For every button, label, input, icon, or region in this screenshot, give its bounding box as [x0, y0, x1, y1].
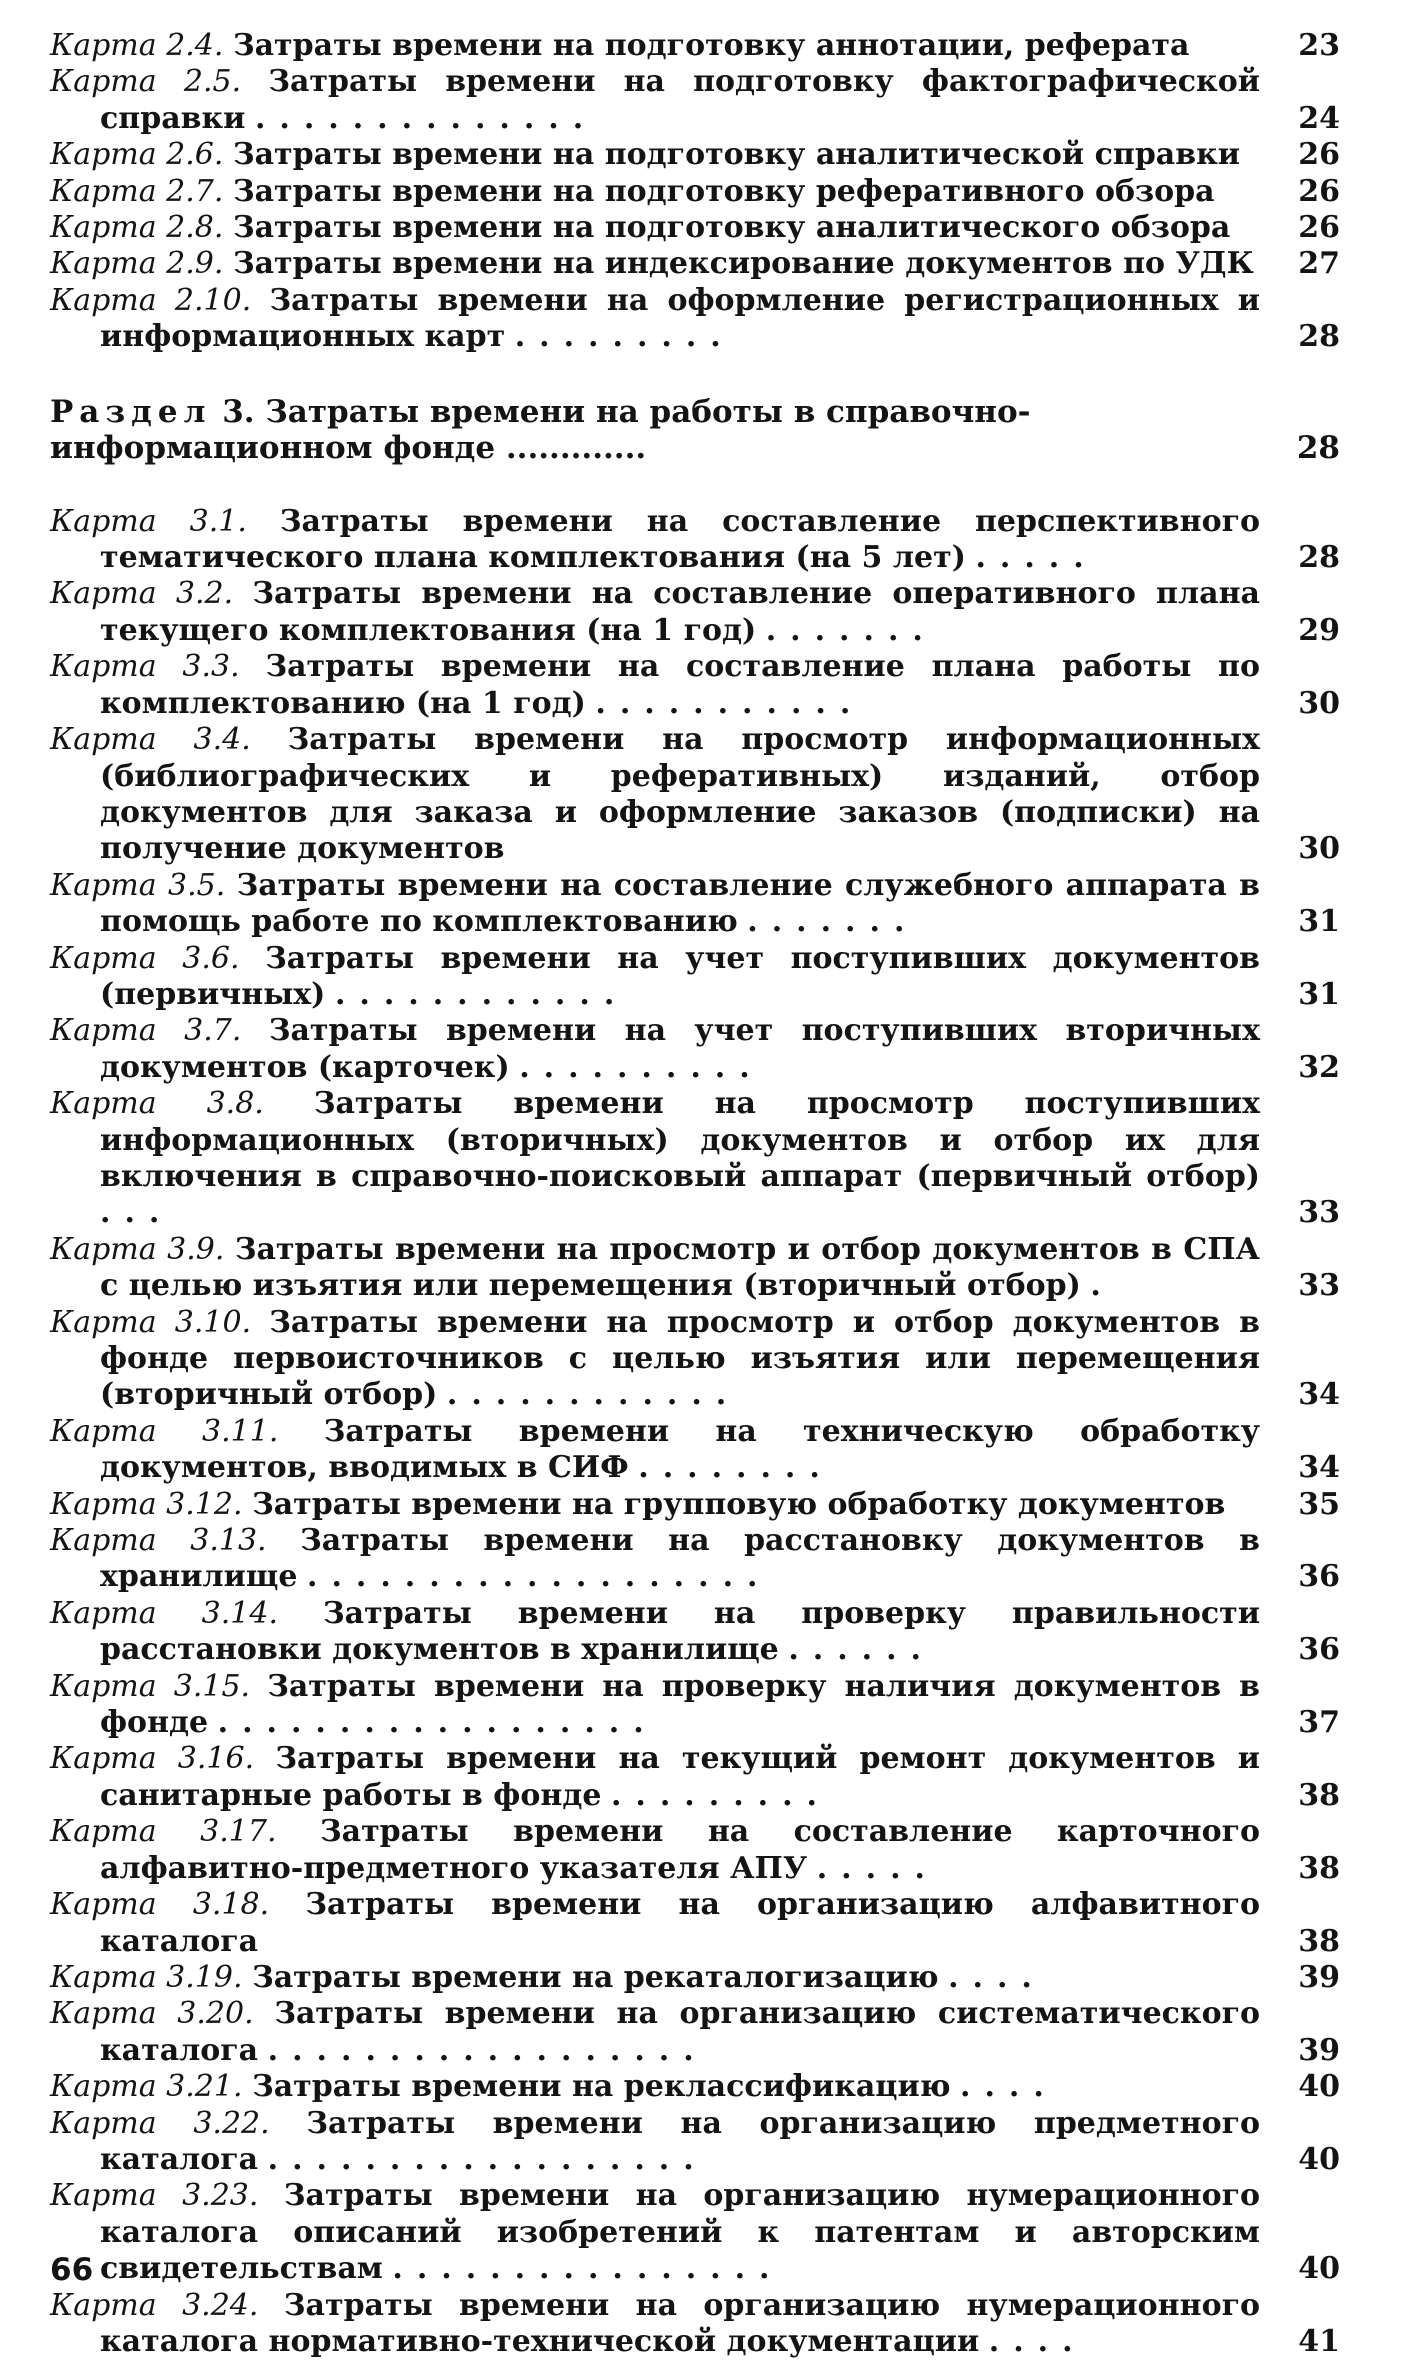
dot-leader: .............. [254, 100, 598, 136]
toc-entry [50, 1414, 1340, 1487]
toc-entry-label: Карта 3.10. [50, 1304, 252, 1340]
toc-entry-title: Затраты времени на подготовку реферативного обзора [232, 173, 1215, 209]
toc-entry-page: 30 [1298, 685, 1340, 721]
toc-entry [50, 2106, 1340, 2179]
toc-entry-page: 37 [1298, 1705, 1340, 1741]
toc-entry-label: Карта 3.19. [50, 1959, 243, 1995]
section-heading [50, 394, 1340, 466]
toc-entry-page: 38 [1298, 1850, 1340, 1886]
dot-leader: .................. [267, 2141, 708, 2177]
toc-entry [50, 2178, 1340, 2287]
toc-entry-page: 30 [1298, 831, 1340, 867]
toc-entry-title: Затраты времени на организацию нумерационного каталога нормативно-технической документации [100, 2287, 1261, 2359]
dot-leader: .... [988, 2323, 1087, 2359]
toc-entry-label: Карта 3.4. [50, 722, 251, 758]
dot-leader: ........ [638, 1450, 834, 1486]
toc-entry [50, 1232, 1340, 1305]
toc-entry-title: Затраты времени на текущий ремонт документов и санитарные работы в фонде [100, 1741, 1260, 1813]
dot-leader: ..... [975, 540, 1098, 576]
toc-entry [50, 576, 1340, 649]
toc-entry [50, 1596, 1340, 1669]
dot-leader: ... [100, 1195, 174, 1231]
toc-entry [50, 2288, 1340, 2360]
toc-entry-page: 24 [1298, 100, 1340, 136]
toc-entry-title: Затраты времени на групповую обработку документов [252, 1486, 1226, 1522]
toc-entry-label: Карта 3.5. [50, 867, 226, 903]
toc-entry-page: 26 [1298, 137, 1340, 173]
toc-entry-label: Карта 3.9. [50, 1231, 225, 1267]
toc-entry-title: Затраты времени на организацию систематического каталога [100, 1996, 1260, 2068]
toc-entry [50, 1305, 1340, 1414]
toc-entry-page: 38 [1298, 1777, 1340, 1813]
toc-entry-label: Карта 2.10. [50, 282, 252, 318]
toc-entry [50, 941, 1340, 1014]
toc-entry-title: Затраты времени на оформление регистрационных и информационных карт [100, 282, 1260, 355]
toc-entry-title: Затраты времени на просмотр и отбор документов в фонде первоисточников с целью изъятия или перемещения (вторичный отбор) [100, 1304, 1261, 1413]
toc-entry-label: Карта 2.4. [50, 28, 224, 63]
toc-entry-label: Карта 3.11. [50, 1413, 279, 1449]
toc-entry-label: Карта 3.13. [50, 1523, 267, 1559]
toc-entry-label: Карта 3.7. [50, 1013, 242, 1049]
toc-entry-page: 36 [1298, 1559, 1340, 1595]
toc-entry-title: Затраты времени на техническую обработку документов, вводимых в СИФ [100, 1413, 1260, 1486]
toc-entry-label: Карта 3.23. [50, 2178, 259, 2214]
dot-leader: . [1090, 1268, 1115, 1304]
toc-entry-title: Затраты времени на составление перспективного тематического плана комплектования (на 5 лет) [100, 503, 1260, 576]
toc-entry-label: Карта 3.14. [50, 1595, 279, 1631]
toc-entry-page: 29 [1298, 612, 1340, 648]
toc-entry-title: Затраты времени на рекаталогизацию [252, 1959, 939, 1995]
dot-leader: ................ [392, 2251, 784, 2287]
dot-leader: ..... [816, 1850, 939, 1886]
toc-entry [50, 283, 1340, 356]
dot-leader: ....... [747, 904, 919, 940]
toc-group-section-3 [50, 504, 1340, 2360]
toc-entry-label: Карта 3.1. [50, 503, 247, 539]
section-title: 3. Затраты времени на работы в справочно-информационном фонде [50, 393, 1031, 466]
toc-entry-title: Затраты времени на организацию нумерационного каталога описаний изобретений к патентам и авторским свидетельствам [100, 2178, 1261, 2287]
table-of-contents [50, 28, 1340, 2360]
toc-entry-title: Затраты времени на подготовку аналитической справки [232, 137, 1240, 173]
toc-entry-title: Затраты времени на проверку наличия документов в фонде [100, 1668, 1260, 1741]
toc-entry [50, 868, 1340, 941]
toc-entry-title: Затраты времени на просмотр и отбор документов в СПА с целью изъятия или перемещения (вторичный отбор) [100, 1231, 1260, 1304]
dot-leader: ....... [765, 612, 937, 648]
toc-entry [50, 1487, 1340, 1523]
toc-entry-label: Карта 3.24. [50, 2287, 259, 2323]
toc-entry [50, 1887, 1340, 1960]
toc-entry-page: 26 [1298, 210, 1340, 246]
toc-entry [50, 649, 1340, 722]
toc-entry-page: 35 [1298, 1486, 1340, 1522]
toc-entry-page: 31 [1298, 976, 1340, 1012]
toc-entry-title: Затраты времени на проверку правильности расстановки документов в хранилище [100, 1595, 1260, 1668]
toc-entry-page: 28 [1298, 319, 1340, 355]
toc-entry-page: 40 [1298, 2251, 1340, 2287]
toc-entry-title: Затраты времени на подготовку аннотации, реферата [232, 28, 1190, 63]
toc-entry-page: 23 [1298, 28, 1340, 63]
toc-entry-label: Карта 3.6. [50, 940, 240, 976]
dot-leader: .................. [217, 1705, 658, 1741]
dot-leader: ......... [514, 319, 735, 355]
toc-entry [50, 64, 1340, 137]
section-page: 28 [1296, 429, 1340, 466]
toc-entry [50, 1086, 1340, 1232]
page-number: 66 [50, 2252, 94, 2288]
dot-leader: ...... [788, 1632, 935, 1668]
toc-entry [50, 210, 1340, 246]
toc-entry-label: Карта 2.7. [50, 173, 224, 209]
toc-entry-page: 33 [1298, 1268, 1340, 1304]
toc-entry [50, 1669, 1340, 1742]
toc-entry-label: Карта 3.12. [50, 1486, 243, 1522]
toc-entry-label: Карта 3.8. [50, 1086, 264, 1122]
toc-entry-title: Затраты времени на учет поступивших документов (первичных) [100, 940, 1260, 1012]
toc-entry-label: Карта 3.3. [50, 649, 240, 685]
toc-entry [50, 1013, 1340, 1086]
toc-entry-title: Затраты времени на составление служебного аппарата в помощь работе по комплектованию [100, 867, 1260, 940]
toc-entry [50, 1741, 1340, 1814]
toc-entry [50, 1996, 1340, 2069]
dot-leader: .......... [519, 1049, 764, 1085]
toc-entry-label: Карта 3.20. [50, 1996, 254, 2032]
dot-leader: ................... [307, 1559, 772, 1595]
toc-entry [50, 722, 1340, 868]
toc-entry-label: Карта 3.16. [50, 1741, 255, 1777]
toc-entry-label: Карта 3.15. [50, 1668, 251, 1704]
toc-entry-page: 33 [1298, 1195, 1340, 1231]
toc-entry-label: Карта 3.18. [50, 1887, 270, 1923]
toc-entry [50, 137, 1340, 173]
toc-entry-title: Затраты времени на подготовку фактографической справки [100, 64, 1260, 136]
toc-entry [50, 28, 1340, 64]
section-label: Раздел [50, 393, 212, 430]
toc-entry-page: 39 [1298, 1959, 1340, 1995]
toc-entry-page: 26 [1298, 173, 1340, 209]
toc-entry-title: Затраты времени на составление карточного алфавитно-предметного указателя АПУ [100, 1814, 1260, 1886]
toc-entry-page: 32 [1298, 1049, 1340, 1085]
toc-entry [50, 174, 1340, 210]
toc-entry-page: 31 [1298, 904, 1340, 940]
toc-entry-label: Карта 3.17. [50, 1814, 277, 1850]
dot-leader: .................. [267, 2032, 708, 2068]
toc-group-section-2 [50, 28, 1340, 356]
toc-entry-title: Затраты времени на реклассификацию [252, 2069, 951, 2105]
toc-entry-page: 40 [1298, 2069, 1340, 2105]
toc-entry-label: Карта 3.21. [50, 2069, 243, 2105]
toc-entry-title: Затраты времени на просмотр поступивших информационных (вторичных) документов и отбор их для включения в справочно-поисковый аппарат (первичный отбор) [100, 1086, 1260, 1194]
toc-entry-label: Карта 3.2. [50, 576, 234, 612]
toc-entry [50, 1523, 1340, 1596]
toc-entry-page: 34 [1298, 1450, 1340, 1486]
dot-leader: ............ [334, 976, 629, 1012]
toc-entry-title: Затраты времени на учет поступивших вторичных документов (карточек) [100, 1013, 1260, 1085]
toc-entry-label: Карта 2.6. [50, 137, 224, 173]
dot-leader: ........... [595, 685, 865, 721]
toc-entry-page: 40 [1298, 2141, 1340, 2177]
toc-entry-page: 28 [1298, 540, 1340, 576]
dot-leader: .... [948, 1959, 1046, 1995]
toc-entry [50, 246, 1340, 282]
toc-entry-page: 39 [1298, 2032, 1340, 2068]
toc-entry-title: Затраты времени на подготовку аналитического обзора [232, 210, 1231, 246]
toc-entry-title: Затраты времени на расстановку документов в хранилище [100, 1523, 1260, 1595]
toc-entry-label: Карта 2.8. [50, 210, 224, 246]
toc-entry-title: Затраты времени на просмотр информационных (библиографических и реферативных) изданий, отбор документов для заказа и оформление заказов (подписки) на получение документов [100, 722, 1260, 867]
toc-entry-title: Затраты времени на индексирование документов по УДК [232, 246, 1254, 282]
dot-leader: .... [960, 2069, 1058, 2105]
dot-leader: ............ [446, 1377, 741, 1413]
toc-entry-page: 36 [1298, 1632, 1340, 1668]
toc-entry-title: Затраты времени на составление плана работы по комплектованию (на 1 год) [100, 649, 1260, 721]
dot-leader: ............. [505, 429, 647, 466]
toc-entry-label: Карта 3.22. [50, 2105, 270, 2141]
dot-leader: ......... [610, 1777, 831, 1813]
toc-entry [50, 1960, 1340, 1996]
toc-entry-page: 41 [1298, 2323, 1340, 2359]
toc-entry-label: Карта 2.9. [50, 246, 224, 282]
toc-entry [50, 504, 1340, 577]
toc-entry-title: Затраты времени на организацию алфавитного каталога [100, 1887, 1260, 1959]
toc-entry [50, 1814, 1340, 1887]
toc-entry-title: Затраты времени на составление оперативного плана текущего комплектования (на 1 год) [100, 576, 1260, 648]
toc-entry-page: 38 [1298, 1923, 1340, 1959]
toc-entry-label: Карта 2.5. [50, 64, 242, 100]
toc-entry-page: 27 [1298, 246, 1340, 282]
toc-entry-page: 34 [1298, 1377, 1340, 1413]
toc-entry [50, 2069, 1340, 2105]
toc-entry-title: Затраты времени на организацию предметного каталога [100, 2105, 1260, 2177]
